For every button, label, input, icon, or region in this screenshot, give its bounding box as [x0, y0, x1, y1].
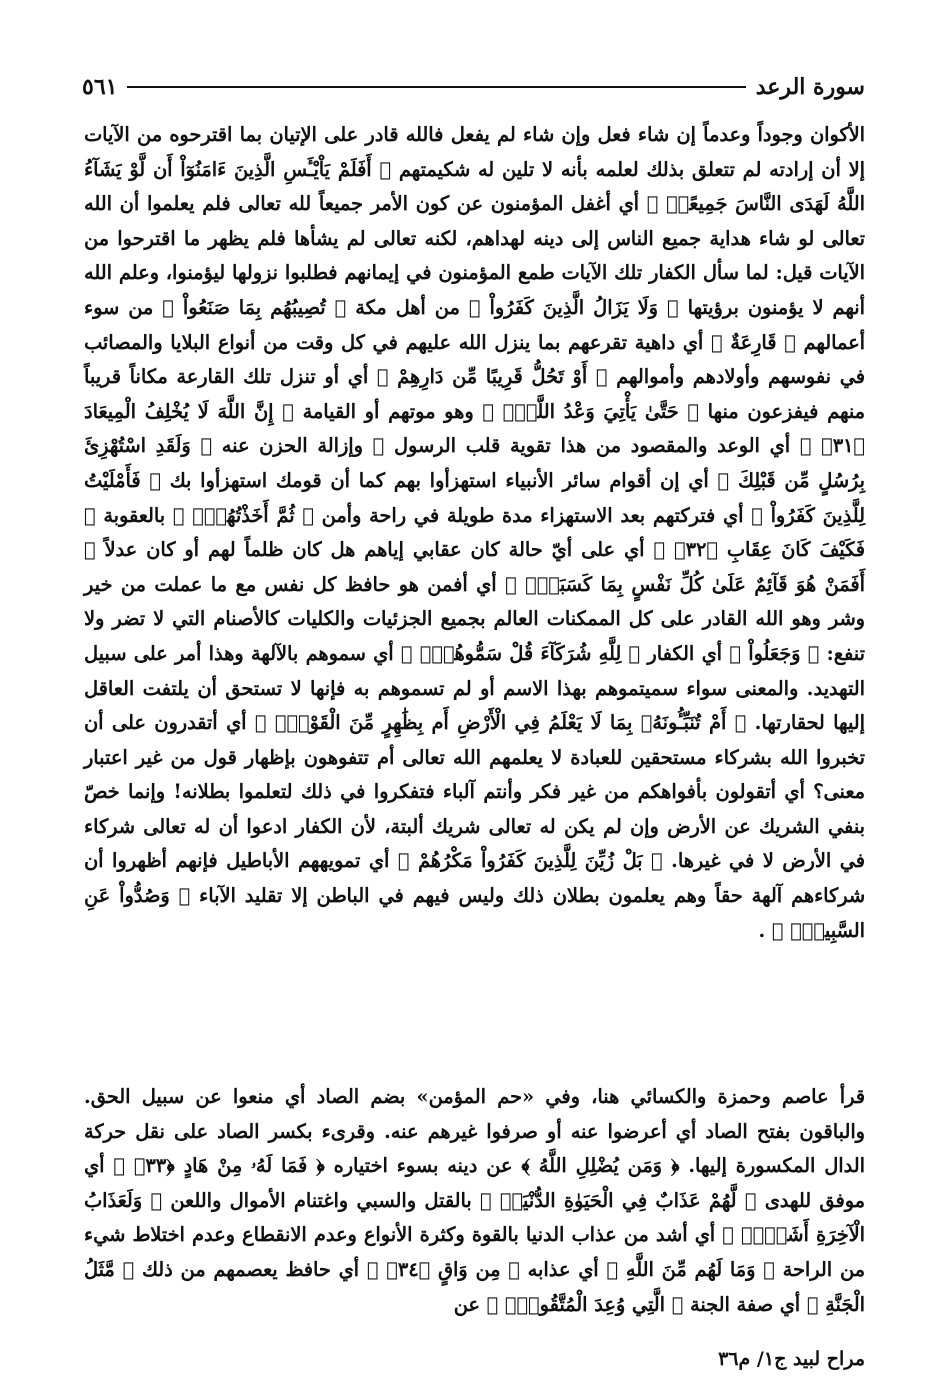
page-header	[82, 70, 865, 104]
paragraph-1: الأكوان وجوداً وعدماً إن شاء فعل وإن شاء لم يفعل فالله قادر على الإتيان بما اقترحوه من الآيات إلا أن إرادته لم تتعلق بذلك لعلمه بأنه لا تلين له شكيمتهم ﴿ أَفَلَمْ يَاْيْـَٔسِ الَّذِينَ ءَامَنُوٓاْ أَن لَّوْ يَشَآءُ اللَّهُ لَهَدَى النَّاسَ جَمِيعًاۗ ﴾ أي أغفل المؤمنون عن كون الأمر جميعاً لله تعالى فلم يعلموا أن الله تعالى لو شاء هداية جميع الناس إلى دينه لهداهم، لكنه تعالى لم يشأها فلم يظهر ما اقترحوا من الآيات قيل: لما سأل الكفار تلك الآيات طمع المؤمنون في إيمانهم فطلبوا نزولها ليؤمنوا، وعلم الله أنهم لا يؤمنون برؤيتها ﴿ وَلَا يَزَالُ الَّذِينَ كَفَرُواْ ﴾ من أهل مكة ﴿ تُصِيبُهُم بِمَا صَنَعُواْ ﴾ من سوء أعمالهم ﴿ قَارِعَةٌ ﴾ أي داهية تقرعهم بما ينزل الله عليهم في كل وقت من أنواع البلايا والمصائب في نفوسهم وأولادهم وأموالهم ﴿ أَوْ تَحُلُّ قَرِيبًا مِّن دَارِهِمْ ﴾ أي أو تنزل تلك القارعة مكاناً قريباً منهم فيفزعون منها ﴿ حَتَّىٰ يَأْتِيَ وَعْدُ اللَّهِۚ ﴾ وهو موتهم أو القيامة ﴿ إِنَّ اللَّهَ لَا يُخْلِفُ الْمِيعَادَ ﴿٣١﴾ ﴾ أي الوعد والمقصود من هذا تقوية قلب الرسول ﷺ وإزالة الحزن عنه ﴿ وَلَقَدِ اسْتُهْزِئَ بِرُسُلٍ مِّن قَبْلِكَ ﴾ أي إن أقوام سائر الأنبياء استهزأوا بهم كما أن قومك استهزأوا بك ﴿ فَأَمْلَيْتُ لِلَّذِينَ كَفَرُواْ ﴾ أي فتركتهم بعد الاستهزاء مدة طويلة في راحة وأمن ﴿ ثُمَّ أَخَذْتُهُمْۖ ﴾ بالعقوبة ﴿ فَكَيْفَ كَانَ عِقَابِ ﴿٣٢﴾ ﴾ أي على أيّ حالة كان عقابي إياهم هل كان ظلماً لهم أو كان عدلاً ﴿ أَفَمَنْ هُوَ قَآئِمٌ عَلَىٰ كُلِّ نَفْسٍ بِمَا كَسَبَتْۗ ﴾ أي أفمن هو حافظ كل نفس مع ما عملت من خير وشر وهو الله القادر على كل الممكنات العالم بجميع الجزئيات والكليات كالأصنام التي لا تضر ولا تنفع: ﴿ وَجَعَلُواْ ﴾ أي الكفار ﴿ لِلَّهِ شُرَكَآءَ قُلْ سَمُّوهُمْۚ ﴾ أي سموهم بالآلهة وهذا أمر على سبيل التهديد. والمعنى سواء سميتموهم بهذا الاسم أو لم تسموهم به فإنها لا تستحق أن يلتفت العاقل إليها لحقارتها. ﴿ أَمْ تُنَبِّـُٔونَهُۥ بِمَا لَا يَعْلَمُ فِي الْأَرْضِ أَم بِظَٰهِرٍ مِّنَ الْقَوْلِۗ ﴾ أي أتقدرون على أن تخبروا الله بشركاء مستحقين للعبادة لا يعلمهم الله تعالى أم تتفوهون بإظهار قول من غير اعتبار معنى؟ أي أتقولون بأفواهكم من غير فكر وأنتم آلباء فتفكروا في ذلك لتعلموا بطلانه! وإنما خصّ بنفي الشريك عن الأرض وإن لم يكن له تعالى شريك ألبتة، لأن الكفار ادعوا أن له تعالى شركاء في الأرض لا في غيرها. ﴿ بَلْ زُيِّنَ لِلَّذِينَ كَفَرُواْ مَكْرُهُمْ ﴾ أي تمويههم الأباطيل فإنهم أظهروا أن شركاءهم آلهة حقاً وهم يعلمون بطلان ذلك وليس فيهم في الباطن إلا تقليد الآباء ﴿ وَصُدُّواْ عَنِ السَّبِيلِۗ ﴾ .	[84, 123, 866, 942]
paragraph-2: قرأ عاصم وحمزة والكسائي هنا، وفي «حم المؤمن» بضم الصاد أي منعوا عن سبيل الحق. والباقون بفتح الصاد أي أعرضوا عنه أو صرفوا غيرهم عنه. وقرىء بكسر الصاد على نقل حركة الدال المكسورة إليها. ﴿ وَمَن يُضْلِلِ اللَّهُ ﴾ عن دينه بسوء اختياره ﴿ فَمَا لَهُۥ مِنْ هَادٍ ﴿٣٣﴾ ﴾ أي موفق للهدى ﴿ لَّهُمْ عَذَابٌ فِي الْحَيَوٰةِ الدُّنْيَاۖ ﴾ بالقتل والسبي واغتنام الأموال واللعن ﴿ وَلَعَذَابُ الْآخِرَةِ أَشَقُّۖ ﴾ أي أشد من عذاب الدنيا بالقوة وكثرة الأنواع وعدم الانقطاع وعدم اختلاط شيء من الراحة ﴿ وَمَا لَهُم مِّنَ اللَّهِ ﴾ أي عذابه ﴿ مِن وَاقٍ ﴿٣٤﴾ ﴾ أي حافظ يعصمهم من ذلك ﴿ مَّثَلُ الْجَنَّةِ ﴾ أي صفة الجنة ﴿ الَّتِي وُعِدَ الْمُتَّقُونَۖ ﴾ عن	[84, 1085, 865, 1316]
page-number: ٥٦١	[82, 74, 118, 100]
second-text-block	[84, 1080, 865, 1322]
page-footer-signature: مراح لبيد ج١/ م٣٦	[718, 1348, 865, 1370]
header-rule	[127, 86, 745, 88]
main-text-block	[84, 118, 865, 948]
surah-title: سورة الرعد	[755, 74, 865, 100]
